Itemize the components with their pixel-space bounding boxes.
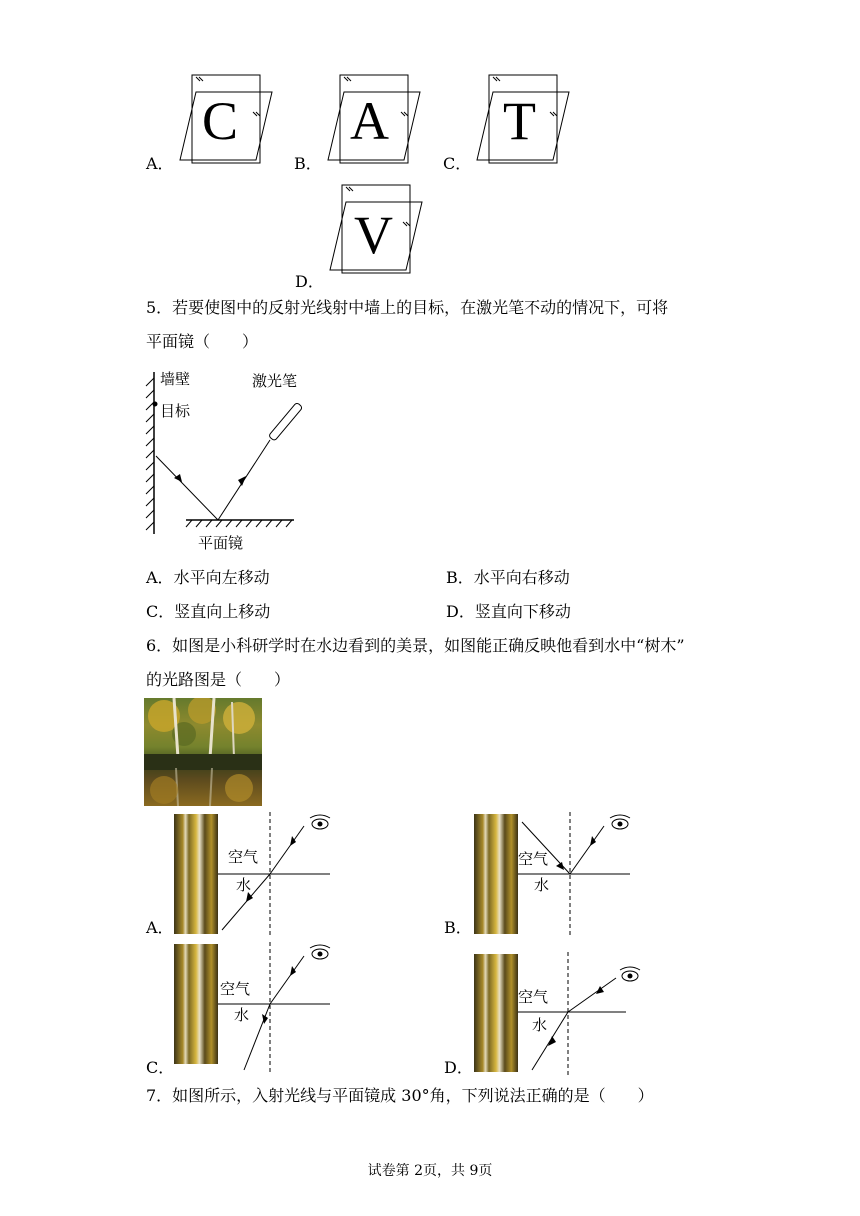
light-path [174, 812, 334, 936]
laser-label: 激光笔 [252, 372, 298, 390]
q4-option-c-label: C． [443, 154, 472, 173]
page-footer: 试卷第 2页，共 9页 [367, 1163, 493, 1179]
q6-stem-line2: 的光路图是（ ） [146, 670, 291, 689]
laser-mirror-diagram [142, 364, 312, 556]
q6-option-b-figure [474, 812, 634, 936]
q4-option-a-figure [178, 74, 278, 164]
q4-option-a-label: A． [146, 154, 174, 173]
option-label: A． [146, 568, 174, 587]
air-label: 空气 [220, 980, 251, 998]
mirror-letter: C [202, 91, 239, 151]
water-label: 水 [534, 876, 550, 894]
water-label: 水 [234, 1006, 250, 1024]
q4-option-d-figure [328, 184, 428, 274]
wall-label: 墙壁 [160, 370, 191, 388]
trees-illustration [144, 698, 262, 806]
option-label: D． [446, 602, 475, 621]
q5-option-b[interactable] [446, 568, 570, 588]
q4-option-b-label: B． [294, 154, 322, 173]
light-path [474, 812, 634, 936]
air-label: 空气 [518, 988, 549, 1006]
q4-option-b-figure [326, 74, 426, 164]
q6-option-a-label: A． [146, 918, 174, 937]
q5-stem-line2: 平面镜（ ） [146, 332, 259, 351]
option-text: 竖直向下移动 [474, 602, 571, 621]
light-path [174, 942, 334, 1072]
option-label: B． [446, 568, 474, 587]
q6-stem-line1: 6．如图是小科研学时在水边看到的美景，如图能正确反映他看到水中“树木” [146, 636, 685, 655]
q5-option-a[interactable] [146, 568, 270, 588]
q6-option-c-figure [174, 942, 334, 1072]
q4-option-d-label: D． [295, 272, 324, 291]
q6-option-d-label: D． [444, 1058, 473, 1077]
mirror-letter: T [503, 91, 536, 151]
q6-option-c-label: C． [146, 1058, 175, 1077]
mirror-letter: A [350, 91, 389, 151]
q6-option-d-figure [474, 952, 634, 1076]
q4-option-c-figure [475, 74, 575, 164]
light-path [474, 952, 634, 1076]
water-label: 水 [236, 876, 252, 894]
mirror-label: 平面镜 [198, 534, 244, 552]
q5-stem-line1: 5．若要使图中的反射光线射中墙上的目标，在激光笔不动的情况下，可将 [146, 298, 669, 317]
lake-photo [144, 698, 262, 806]
mirror-letter: V [354, 205, 393, 265]
water-label: 水 [532, 1016, 548, 1034]
option-text: 竖直向上移动 [174, 602, 271, 621]
q5-option-d[interactable] [446, 602, 571, 622]
option-text: 水平向右移动 [473, 568, 570, 587]
q5-option-c[interactable] [146, 602, 270, 622]
option-label: C． [146, 602, 175, 621]
option-text: 水平向左移动 [173, 568, 270, 587]
air-label: 空气 [228, 848, 259, 866]
q5-diagram [142, 364, 312, 556]
q7-stem: 7．如图所示，入射光线与平面镜成 30°角，下列说法正确的是（ ） [146, 1086, 654, 1105]
air-label: 空气 [518, 850, 549, 868]
target-label: 目标 [160, 402, 191, 420]
q6-option-a-figure [174, 812, 334, 936]
q6-option-b-label: B． [444, 918, 472, 937]
